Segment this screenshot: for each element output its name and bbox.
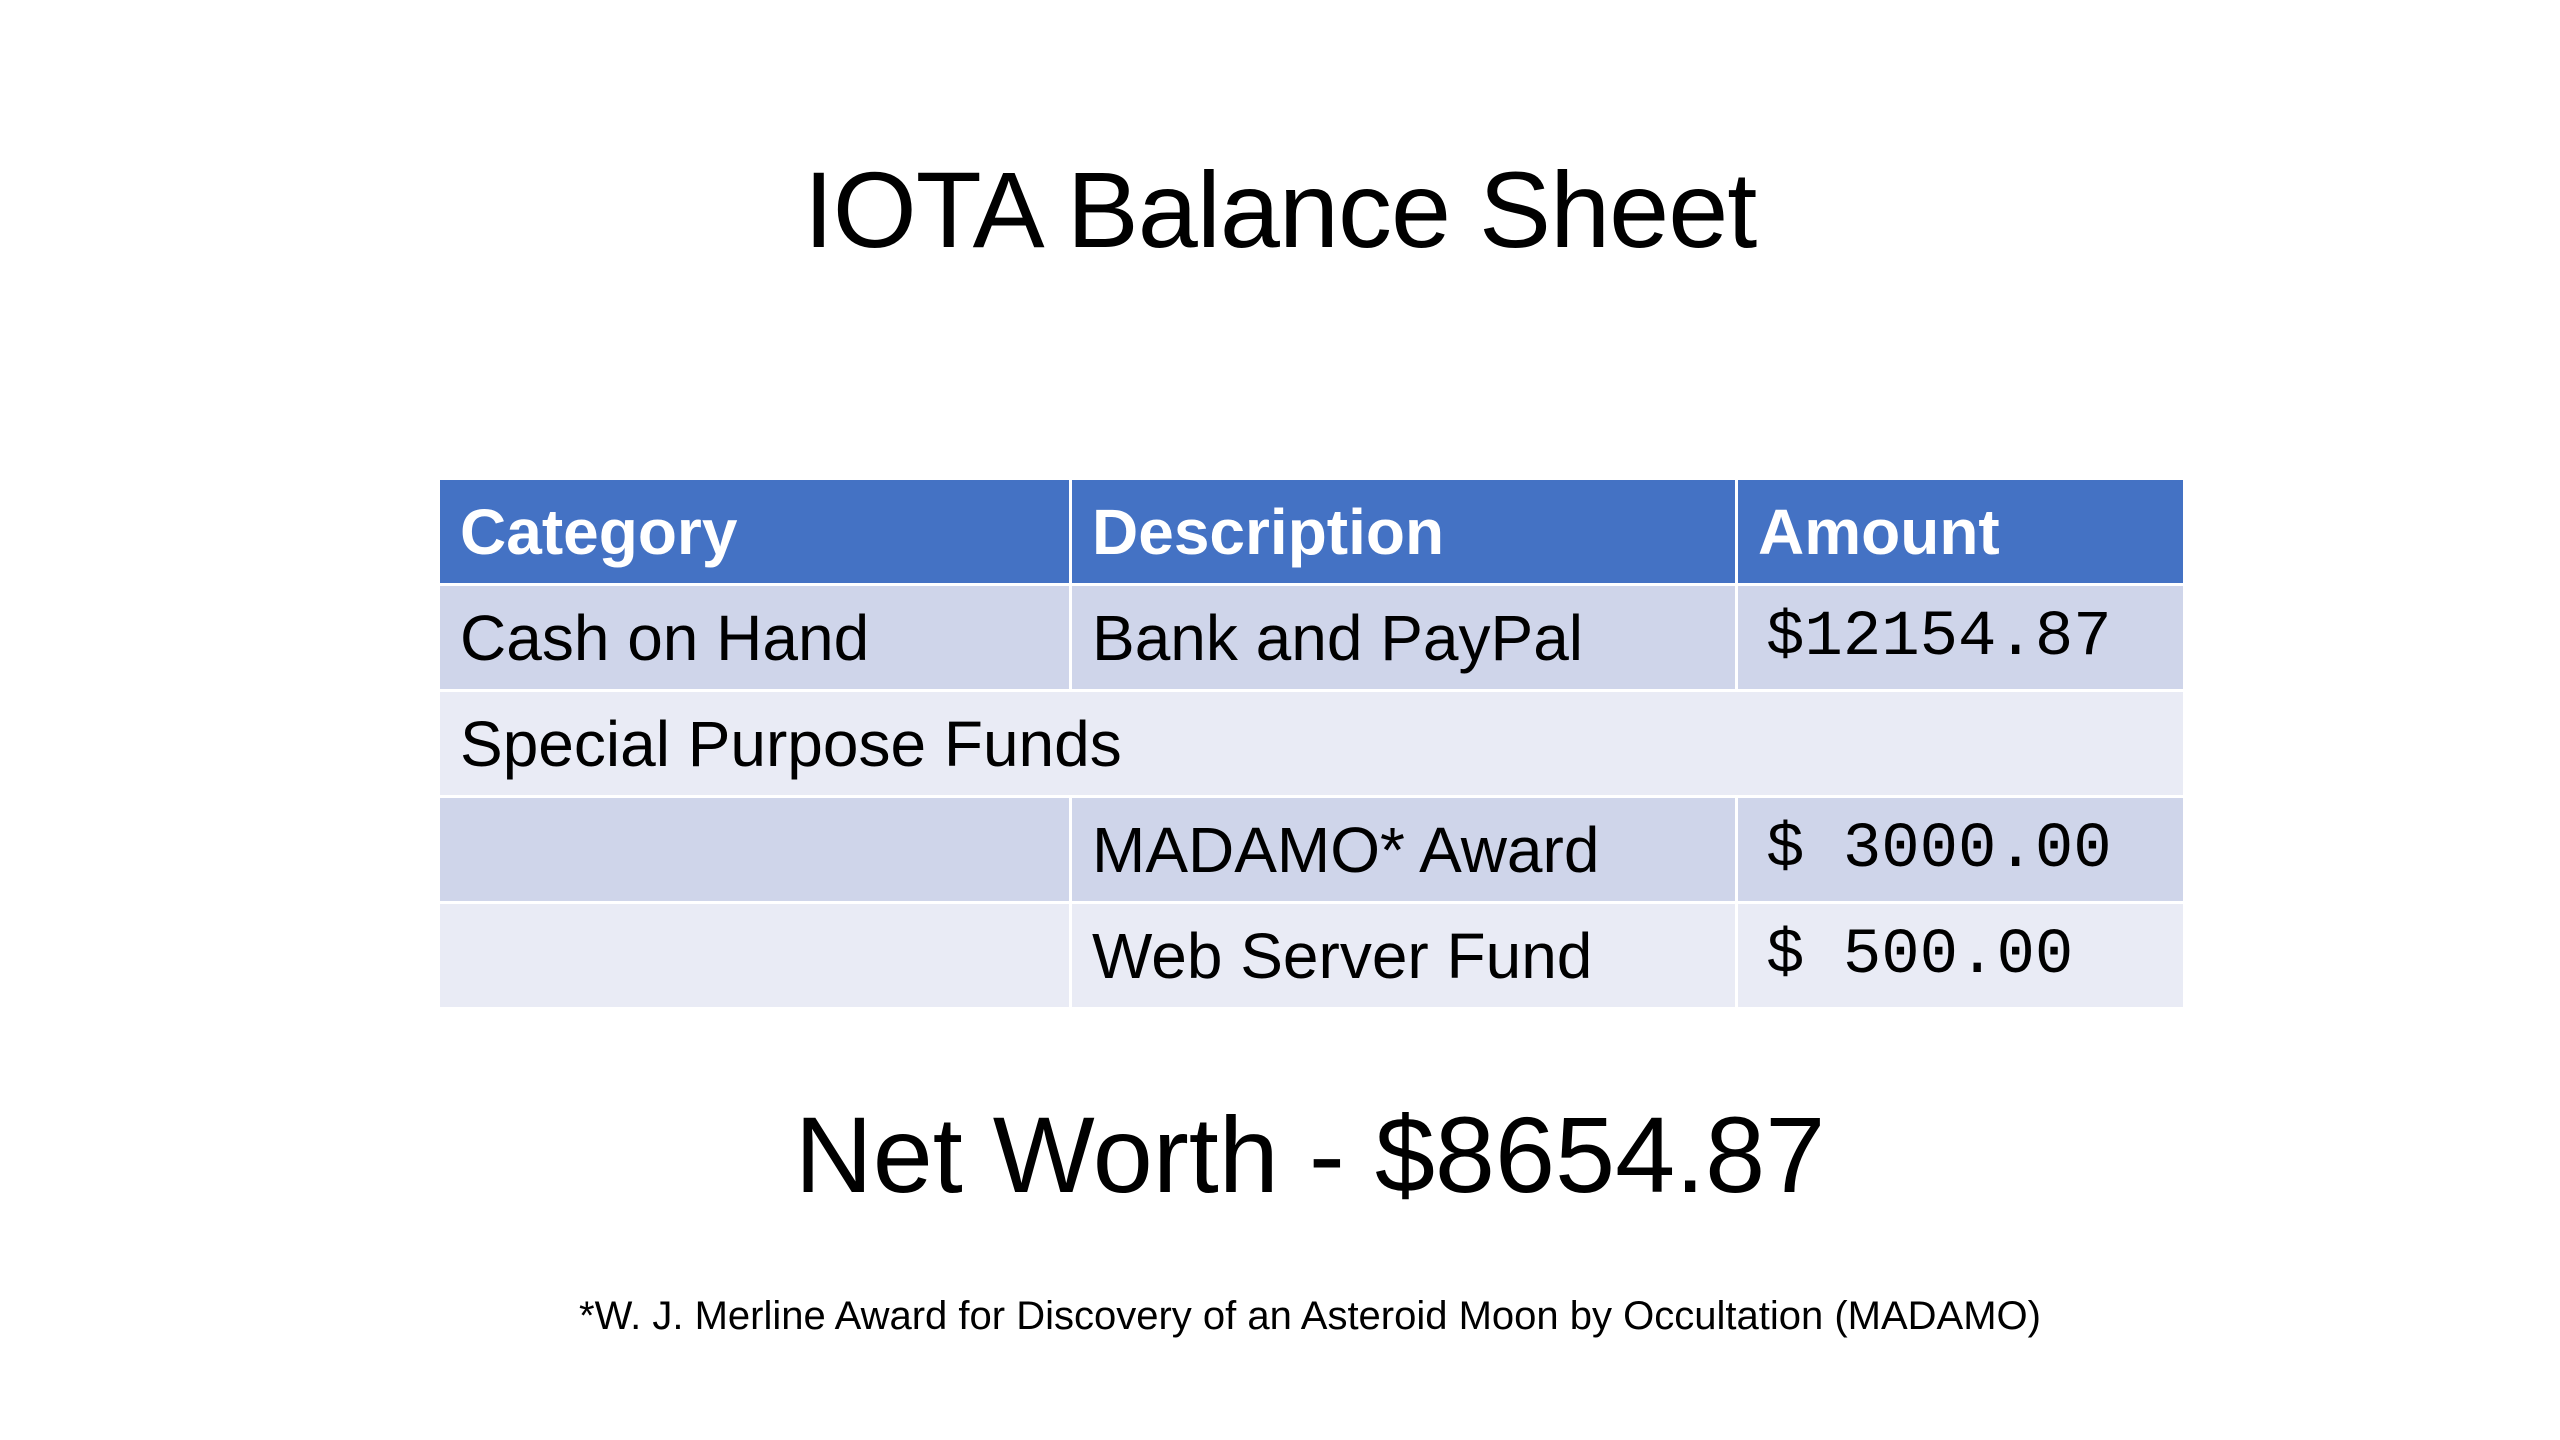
header-amount: Amount [1737,479,2185,585]
table-row [439,691,2185,797]
footnote: *W. J. Merline Award for Discovery of an Asteroid Moon by Occultation (MADAMO) [579,1294,2041,1338]
cell-amount: $12154.87 [1737,585,2185,691]
cell-amount: $ 3000.00 [1737,797,2185,903]
header-category: Category [439,479,1071,585]
cell-category [439,903,1071,1009]
table-row [439,903,2185,1009]
table-row [439,585,2185,691]
cell-description: Bank and PayPal [1071,585,1737,691]
table-header-row [439,479,2185,585]
cell-description: Web Server Fund [1071,903,1737,1009]
cell-amount: $ 500.00 [1737,903,2185,1009]
header-description: Description [1071,479,1737,585]
slide-title: IOTA Balance Sheet [803,149,1757,270]
table-row [439,797,2185,903]
balance-table [437,477,2186,1010]
cell-category [439,797,1071,903]
net-worth: Net Worth - $8654.87 [794,1094,1826,1215]
cell-description: MADAMO* Award [1071,797,1737,903]
cell-category-group: Special Purpose Funds [439,691,2185,797]
cell-category: Cash on Hand [439,585,1071,691]
